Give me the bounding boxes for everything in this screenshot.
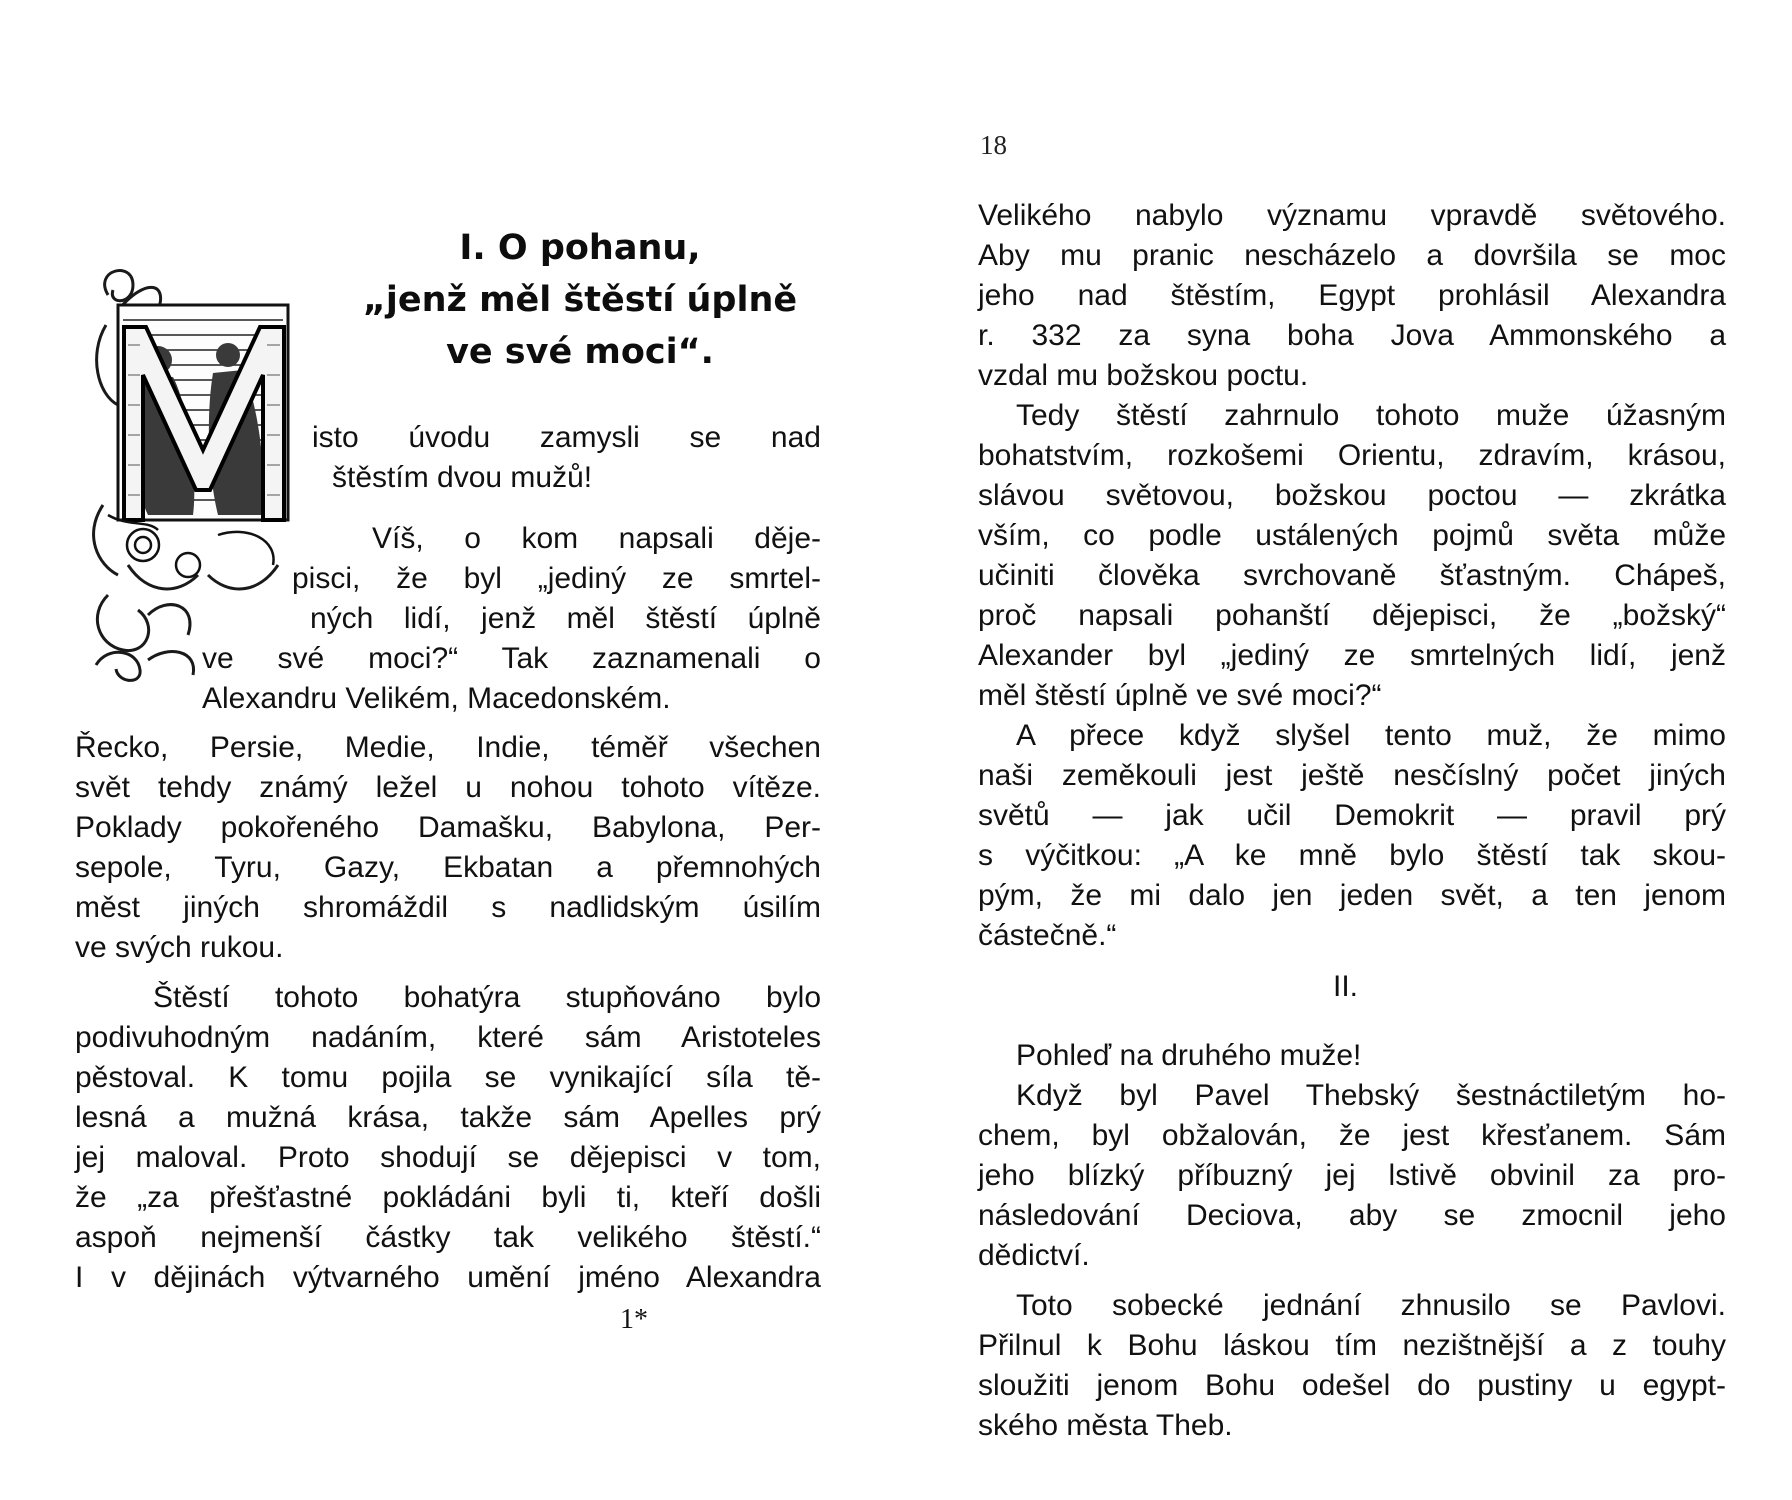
decorated-initial-m xyxy=(88,265,308,685)
text-line: ných lidí, jenž měl štěstí úplně xyxy=(310,602,821,635)
text-line: lesná a mužná krása, takže sám Apelles prý xyxy=(75,1101,821,1134)
text-line: aspoň nejmenší částky tak velikého štěstí.“ xyxy=(75,1221,821,1254)
text-line: ského města Theb. xyxy=(978,1409,1233,1442)
text-line: dědictví. xyxy=(978,1239,1090,1272)
text-line: částečně.“ xyxy=(978,919,1117,952)
text-line: Víš, o kom napsali děje- xyxy=(372,522,821,555)
text-line: svět tehdy známý ležel u nohou tohoto vítěze. xyxy=(75,771,821,804)
text-line: pěstoval. K tomu pojila se vynikající síla tě- xyxy=(75,1061,821,1094)
text-line: Alexandru Velikém, Macedonském. xyxy=(202,682,671,715)
text-line: naši zeměkouli jest ještě nesčíslný počet jiných xyxy=(978,759,1726,792)
text-line: měl štěstí úplně ve své moci?“ xyxy=(978,679,1382,712)
text-line: Alexander byl „jediný ze smrtelných lidí, jenž xyxy=(978,639,1726,672)
text-line: ve svých rukou. xyxy=(75,931,284,964)
text-line: I v dějinách výtvarného umění jméno Alexandra xyxy=(75,1261,821,1294)
text-line: Řecko, Persie, Medie, Indie, téměř všechen xyxy=(75,731,821,764)
text-line: A přece když slyšel tento muž, že mimo xyxy=(1016,719,1726,752)
text-line: Tedy štěstí zahrnulo tohoto muže úžasným xyxy=(1016,399,1726,432)
text-line: s výčitkou: „A ke mně bylo štěstí tak skou- xyxy=(978,839,1726,872)
text-line: sepole, Tyru, Gazy, Ekbatan a přemnohých xyxy=(75,851,821,884)
text-line: proč napsali pohanští dějepisci, že „božský“ xyxy=(978,599,1726,632)
text-line: ve své moci?“ Tak zaznamenali o xyxy=(202,642,821,675)
text-line: jeho nad štěstím, Egypt prohlásil Alexandra xyxy=(978,279,1726,312)
chapter-title-line: I. O pohanu, xyxy=(459,228,701,268)
text-line: učiniti člověka svrchovaně šťastným. Chápeš, xyxy=(978,559,1726,592)
chapter-title-line: „jenž měl štěstí úplně xyxy=(362,280,798,320)
chapter-title-line: ve své moci“. xyxy=(446,332,714,372)
text-line: isto úvodu zamysli se nad xyxy=(312,421,821,454)
text-line: Poklady pokořeného Damašku, Babylona, Per- xyxy=(75,811,821,844)
text-line: pým, že mi dalo jen jeden svět, a ten jenom xyxy=(978,879,1726,912)
text-line: vzdal mu božskou poctu. xyxy=(978,359,1309,392)
text-line: podivuhodným nadáním, které sám Aristoteles xyxy=(75,1021,821,1054)
text-line: Toto sobecké jednání zhnusilo se Pavlovi. xyxy=(1016,1289,1726,1322)
chapter-title xyxy=(300,222,860,378)
text-line: jeho blízký příbuzný jej lstivě obvinil za pro- xyxy=(978,1159,1726,1192)
text-line: Když byl Pavel Thebský šestnáctiletým ho- xyxy=(1016,1079,1726,1112)
text-line: Velikého nabylo významu vpravdě světového. xyxy=(978,199,1726,232)
text-line: Aby mu pranic nescházelo a dovršila se moc xyxy=(978,239,1726,272)
text-line: sloužiti jenom Bohu odešel do pustiny u egypt- xyxy=(978,1369,1726,1402)
section-heading: II. xyxy=(1333,970,1359,1003)
text-line: pisci, že byl „jediný ze smrtel- xyxy=(292,562,821,595)
signature-mark: 1* xyxy=(620,1304,648,1335)
decorated-initial-illustration xyxy=(88,265,308,685)
text-line: následování Deciova, aby se zmocnil jeho xyxy=(978,1199,1726,1232)
text-line: Štěstí tohoto bohatýra stupňováno bylo xyxy=(153,981,821,1014)
text-line: štěstím dvou mužů! xyxy=(332,461,593,494)
text-line: jej maloval. Proto shodují se dějepisci v tom, xyxy=(75,1141,821,1174)
text-line: chem, byl obžalován, že jest křesťanem. Sám xyxy=(978,1119,1726,1152)
text-line: že „za přešťastné pokládáni byli ti, kteří došli xyxy=(75,1181,821,1214)
text-line: vším, co podle ustálených pojmů světa může xyxy=(978,519,1726,552)
text-line: světů — jak učil Demokrit — pravil prý xyxy=(978,799,1726,832)
text-line: Přilnul k Bohu láskou tím nezištnější a z touhy xyxy=(978,1329,1726,1362)
text-line: bohatstvím, rozkošemi Orientu, zdravím, krásou, xyxy=(978,439,1726,472)
page-number: 18 xyxy=(980,130,1007,160)
text-line: slávou světovou, božskou poctou — zkrátka xyxy=(978,479,1726,512)
text-line: měst jiných shromáždil s nadlidským úsilím xyxy=(75,891,821,924)
text-line: r. 332 za syna boha Jova Ammonského a xyxy=(978,319,1726,352)
text-line: Pohleď na druhého muže! xyxy=(1016,1039,1362,1072)
